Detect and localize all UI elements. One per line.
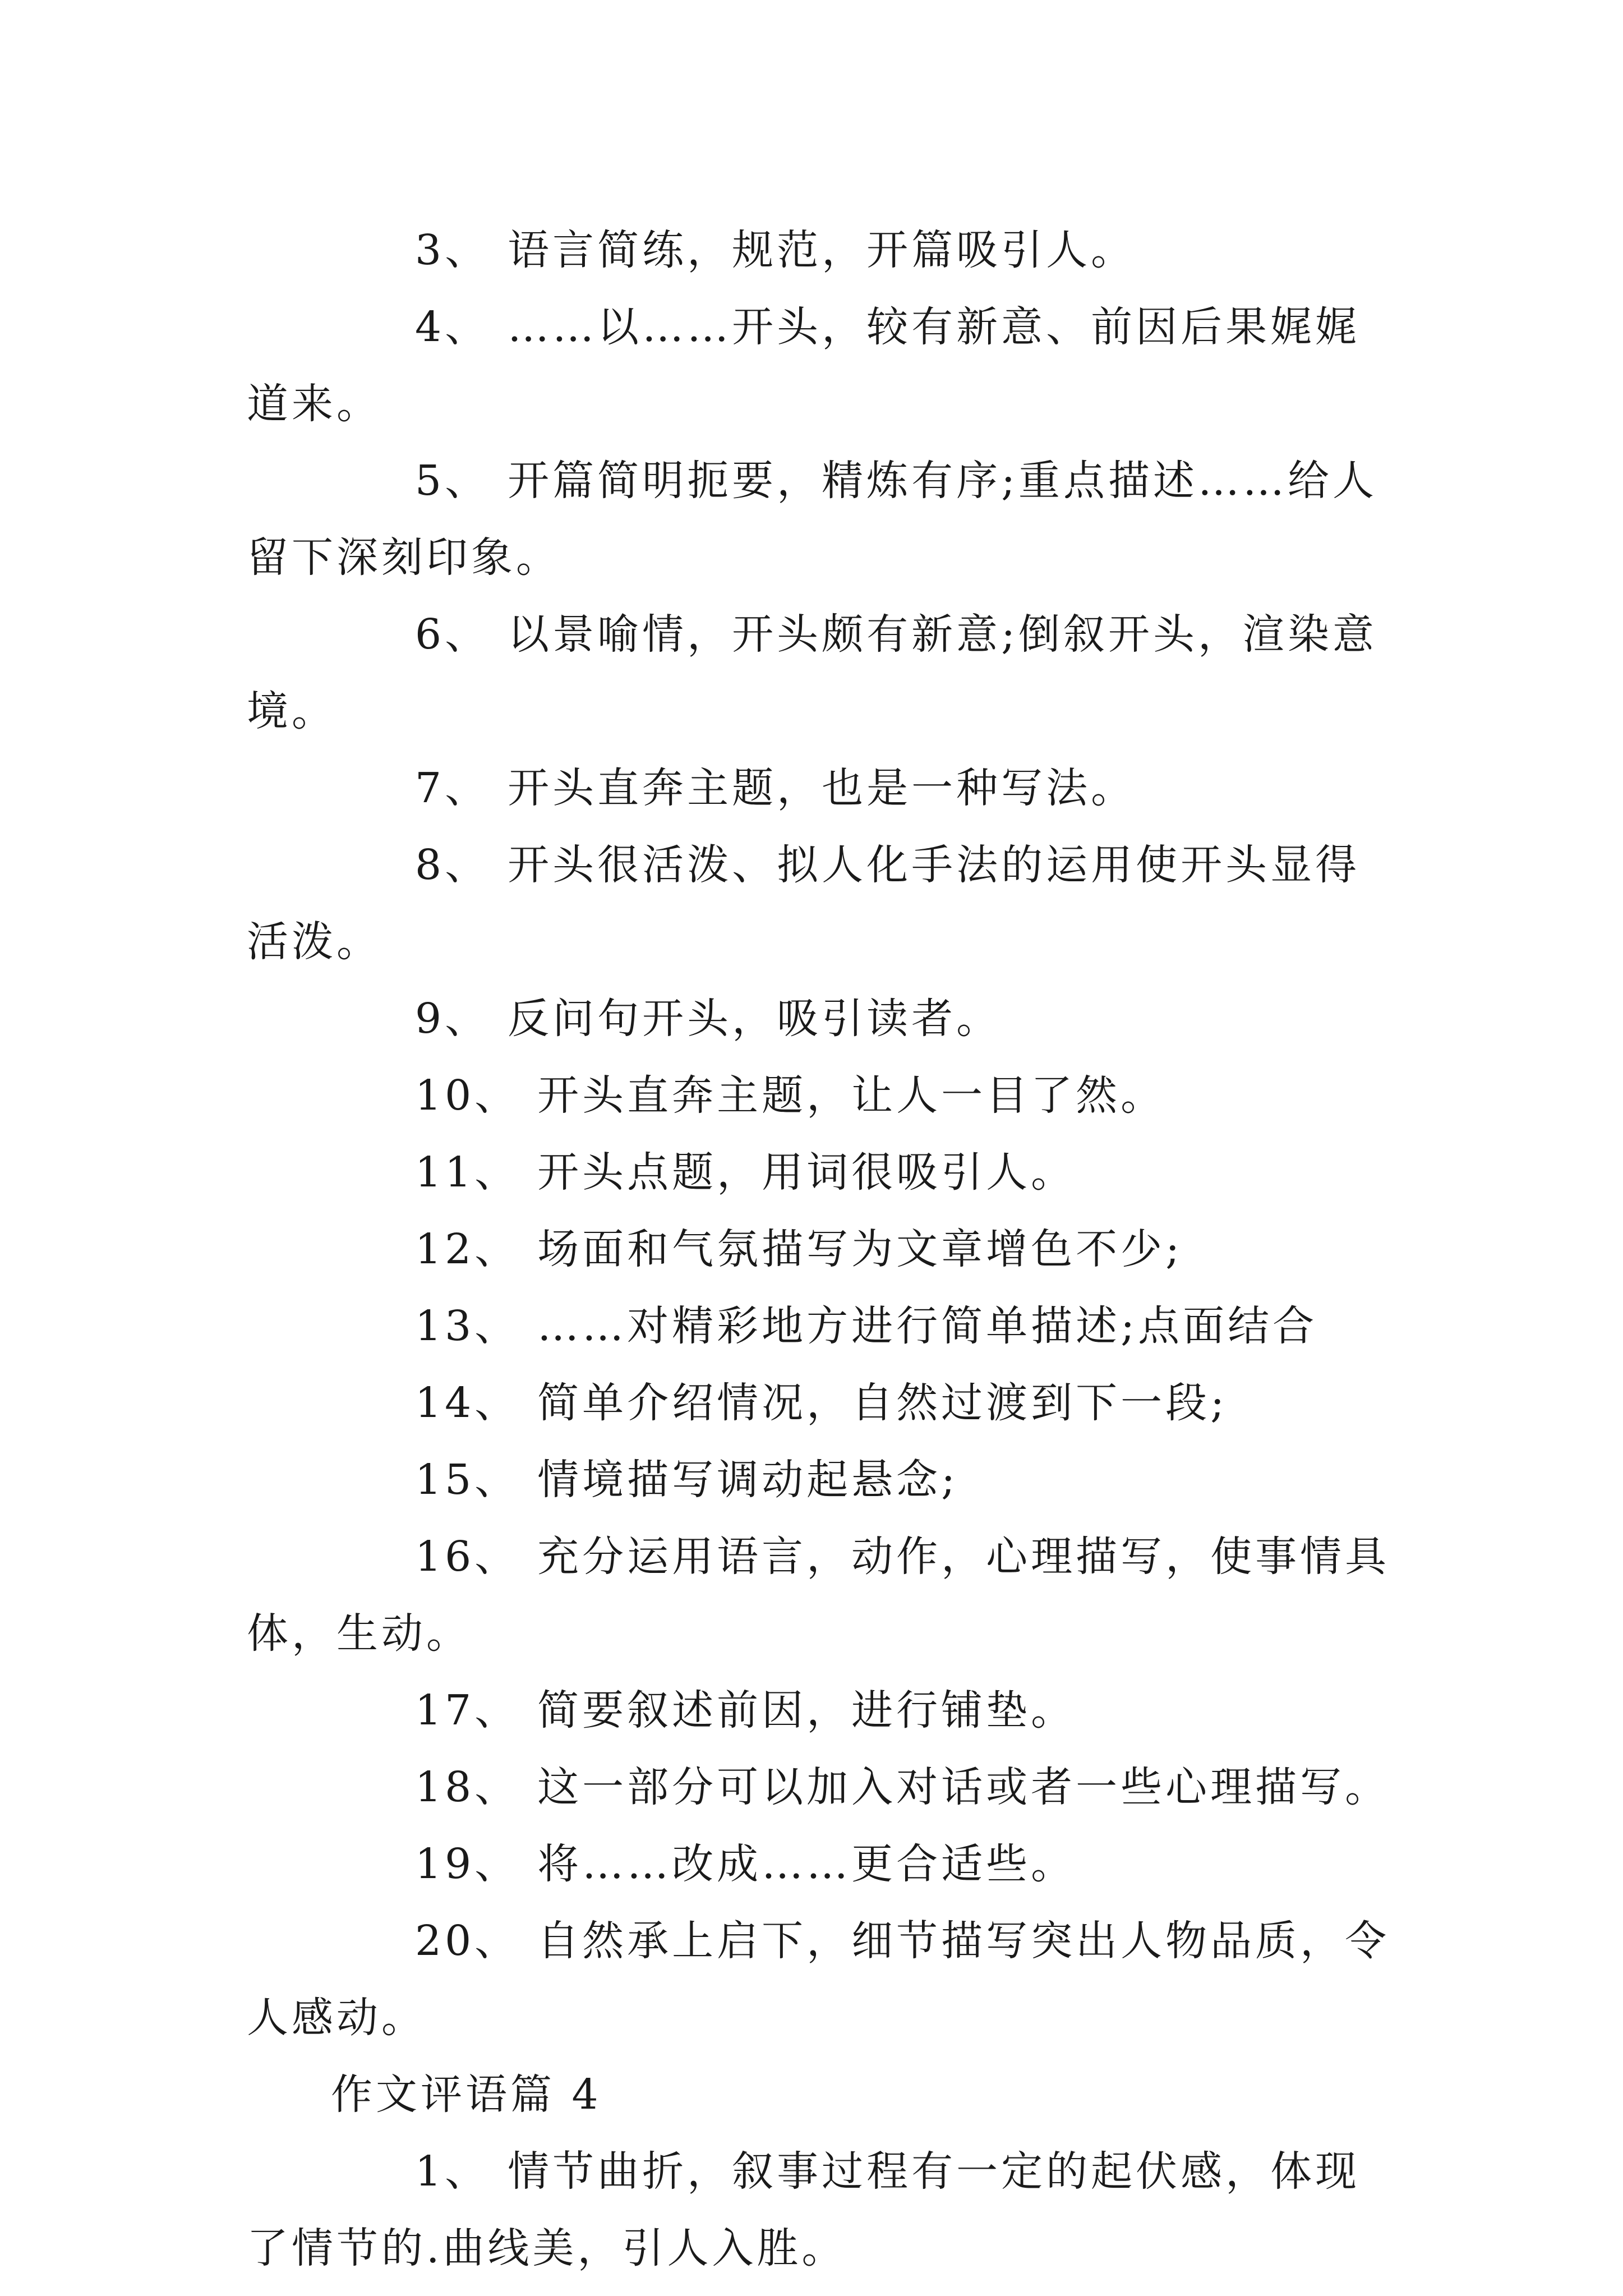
list-item <box>247 1749 1391 1826</box>
item-number: 14、 <box>415 1379 520 1427</box>
list-item <box>247 750 1391 827</box>
item-text: ……对精彩地方进行简单描述;点面结合 <box>537 1302 1318 1350</box>
item-text: 开头直奔主题，也是一种写法。 <box>508 764 1136 812</box>
list-item <box>247 1134 1391 1211</box>
item-number: 19、 <box>415 1840 520 1888</box>
item-text: 自然承上启下，细节描写突出人物品质，令人感动。 <box>247 1917 1390 2042</box>
list-item <box>247 1057 1391 1134</box>
list-item <box>247 981 1391 1057</box>
list-item <box>247 1903 1391 2056</box>
item-text: 简要叙述前因，进行铺垫。 <box>537 1686 1076 1734</box>
item-text: 开头点题，用词很吸引人。 <box>537 1148 1076 1197</box>
item-number: 3、 <box>415 226 490 274</box>
item-number: 9、 <box>415 995 490 1043</box>
list-item <box>247 827 1391 981</box>
list-item <box>247 2133 1391 2287</box>
list-item <box>247 1519 1391 1672</box>
item-text: 情境描写调动起悬念; <box>537 1456 959 1504</box>
item-number: 18、 <box>415 1763 520 1811</box>
section-heading <box>247 2056 1391 2133</box>
item-text: ……以……开头，较有新意、前因后果娓娓道来。 <box>247 303 1361 428</box>
item-number: 6、 <box>415 610 490 659</box>
item-text: 语言简练，规范，开篇吸引人。 <box>508 226 1136 274</box>
item-text: 将……改成……更合适些。 <box>537 1840 1076 1888</box>
item-text: 反问句开头，吸引读者。 <box>508 995 1002 1043</box>
item-text: 简单介绍情况，自然过渡到下一段; <box>537 1379 1228 1427</box>
list-item <box>247 443 1391 596</box>
list-item <box>247 1442 1391 1519</box>
list-item <box>247 212 1391 289</box>
list-item <box>247 596 1391 750</box>
item-number: 11、 <box>415 1148 520 1197</box>
item-number: 7、 <box>415 764 490 812</box>
item-text: 这一部分可以加入对话或者一些心理描写。 <box>537 1763 1390 1811</box>
item-number: 8、 <box>415 841 490 889</box>
item-number: 10、 <box>415 1071 520 1120</box>
list-item <box>247 1672 1391 1749</box>
document-body <box>247 212 1391 2287</box>
list-item <box>247 289 1391 443</box>
item-number: 15、 <box>415 1456 520 1504</box>
item-number: 13、 <box>415 1302 520 1350</box>
item-text: 开篇简明扼要，精炼有序;重点描述……给人留下深刻印象。 <box>247 457 1378 582</box>
item-text: 以景喻情，开头颇有新意;倒叙开头，渲染意境。 <box>247 610 1378 735</box>
item-number: 16、 <box>415 1533 520 1581</box>
list-item <box>247 1211 1391 1288</box>
item-text: 情节曲折，叙事过程有一定的起伏感，体现了情节的.曲线美，引人入胜。 <box>247 2147 1361 2272</box>
item-text: 充分运用语言，动作，心理描写，使事情具体，生动。 <box>247 1533 1390 1658</box>
item-number: 12、 <box>415 1225 520 1273</box>
heading-text: 作文评语篇 4 <box>331 2070 602 2119</box>
item-text: 开头很活泼、拟人化手法的运用使开头显得活泼。 <box>247 841 1361 966</box>
item-text: 场面和气氛描写为文章增色不少; <box>537 1225 1183 1273</box>
item-number: 20、 <box>415 1917 520 1965</box>
item-number: 17、 <box>415 1686 520 1734</box>
list-item <box>247 1365 1391 1442</box>
item-number: 4、 <box>415 303 490 351</box>
list-item <box>247 1826 1391 1903</box>
item-number: 5、 <box>415 457 490 505</box>
item-text: 开头直奔主题，让人一目了然。 <box>537 1071 1166 1120</box>
item-number: 1、 <box>415 2147 490 2196</box>
list-item <box>247 1288 1391 1365</box>
